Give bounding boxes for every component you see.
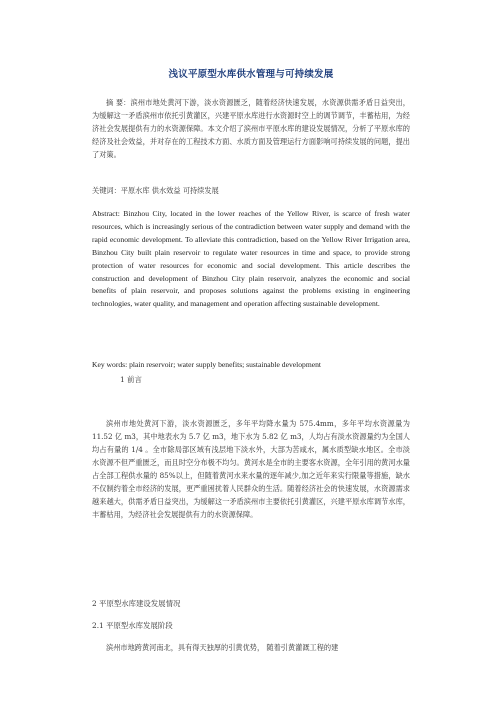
section-heading-2-1: 2.1 平原型水库发展阶段 [92, 621, 173, 630]
keywords-zh: 关键词：平原水库 供水效益 可持续发展 [92, 186, 219, 195]
abstract-zh: 摘 要：滨州市地处黄河下游，淡水资源匮乏，随着经济快速发展，水资源供需矛盾日益突出，为缓解这一矛盾滨州市依托引黄灌区，兴建平原水库进行水资源时空上的调节调节，丰蓄枯用，为经济社会发展提供有力的水资源保障。本文介绍了滨州市平原水库的建设发展情况，分析了平原水库的经济及社会效益，并对存在的工程技术方面、水质方面及管理运行方面影响可持续发展的问题，提出了对策。 [92, 98, 410, 159]
abstract-en: Abstract: Binzhou City, located in the lower reaches of the Yellow River, is scarce of fresh water resources, which is increasingly serious of the contradiction between water supply and demand with the rapid economic development. To alleviate this contradiction, based on the Yellow River Irrigation area, Binzhou City built plain reservoir to regulate water resources in time and space, to provide strong protection of water resources for economic and social development. This article describes the construction and development of Binzhou City plain reservoir, analyzes the economic and social benefits of plain reservoir, and proposes solutions against the problems existing in engineering technologies, water quality, and management and operation affecting sustainable development. [92, 209, 410, 309]
section-heading-2: 2 平原型水库建设发展情况 [92, 599, 181, 608]
section-2-1-body: 滨州市地跨黄河南北，具有得天独厚的引黄优势， 随着引黄灌溉工程的建 [106, 643, 339, 652]
paper-title: 浅议平原型水库供水管理与可持续发展 [168, 69, 334, 80]
section-heading-introduction: 1 前言 [120, 375, 142, 384]
keywords-en: Key words: plain reservoir; water supply benefits; sustainable development [92, 360, 322, 369]
introduction-body: 滨州市地处黄河下游，淡水资源匮乏，多年平均降水量为 575.4mm，多年平均水资源量为 11.52 亿 m3，其中地表水为 5.7 亿 m3，地下水为 5.82 亿 m3，人均占有淡水资源量约为全国人均占有量的 1/4 。全市除局部区域有浅层地下淡水外，大部为苦咸水，属水质型缺水地区。全市淡水资源不但严重匮乏，而且时空分布极不均匀。黄河水是全市的主要客水资源，全年引用的黄河水量占全部工程供水量的 85%以上，但随着黄河水来水量的逐年减少,加之近年来实行限量等措施，缺水不仅制约着全市经济的发展，更严重困扰着人民群众的生活。随着经济社会的快速发展，水资源需求越来越大，供需矛盾日益突出，为缓解这一矛盾滨州市主要依托引黄灌区，兴建平原水库调节水库，丰蓄枯用，为经济社会发展提供有力的水资源保障。 [92, 419, 410, 519]
